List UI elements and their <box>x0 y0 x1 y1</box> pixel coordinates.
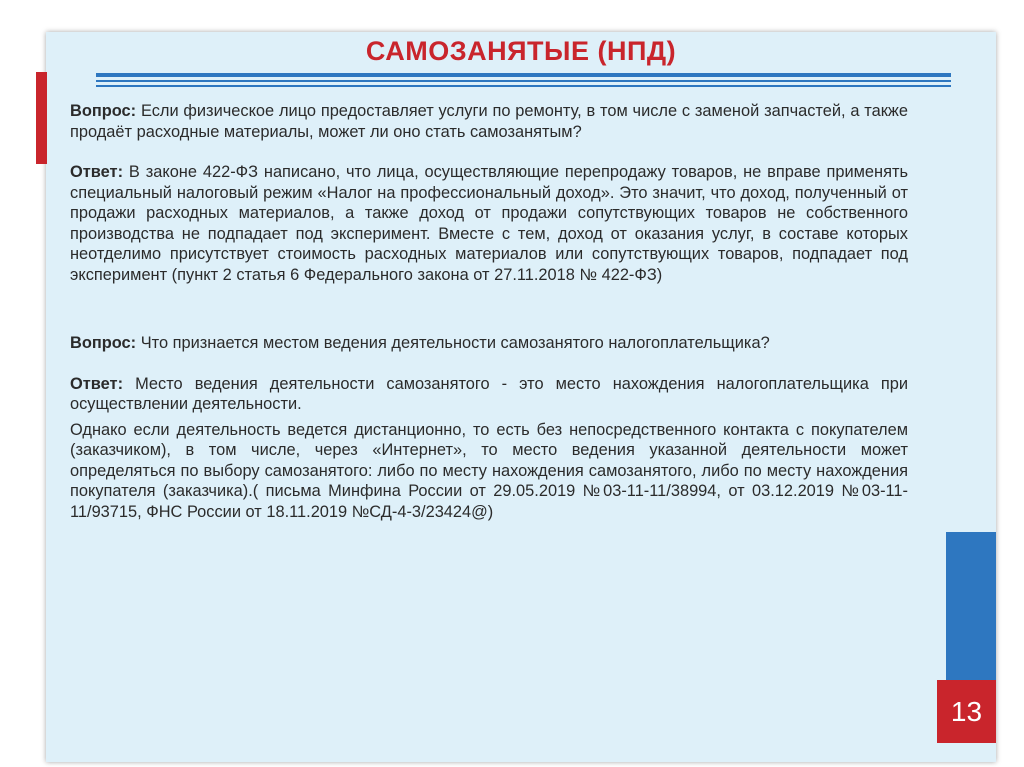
question-label: Вопрос: <box>70 334 137 352</box>
question-2 <box>70 333 908 354</box>
answer-1 <box>70 162 908 285</box>
question-text: Если физическое лицо предоставляет услуги по ремонту, в том числе с заменой запчастей, а также продаёт расходные материалы, может ли оно стать самозанятым? <box>70 102 908 141</box>
slide-body <box>70 101 908 522</box>
answer-2 <box>70 374 908 415</box>
blue-side-bar <box>946 532 996 680</box>
answer-text: Место ведения деятельности самозанятого - это место нахождения налогоплательщика при осуществлении деятельности. <box>70 374 908 413</box>
slide-title: САМОЗАНЯТЫЕ (НПД) <box>365 36 677 66</box>
title-underline <box>96 80 951 82</box>
red-accent-bar <box>36 72 47 164</box>
answer-text: В законе 422-ФЗ написано, что лица, осуществляющие перепродажу товаров, не вправе применять специальный налоговый режим «Налог на профессиональный доход». Это значит, что доход, полученный от продажи расходных материалов, а также доход от продажи сопутствующих товаров не собственного производства не подпадает под эксперимент. Вместе с тем, доход от оказания услуг, в составе которых неотделимо присутствует стоимость расходных материалов или сопутствующих товаров, подпадает под эксперимент (пункт 2 статья 6 Федерального закона от 27.11.2018 № 422-ФЗ) <box>70 163 908 284</box>
answer-label: Ответ: <box>70 163 124 181</box>
question-text: Что признается местом ведения деятельности самозанятого налогоплательщика? <box>136 334 770 352</box>
title-underline <box>96 73 951 77</box>
title-underline <box>96 85 951 87</box>
answer-2-continuation: Однако если деятельность ведется дистанционно, то есть без непосредственного контакта с покупателем (заказчиком), в том числе, через «Интернет», то место ведения указанной деятельности может определяться по выбору самозанятого: либо по месту нахождения самозанятого, либо по месту нахождения покупателя (заказчика).( письма Минфина России от 29.05.2019 №03-11-11/38994, от 03.12.2019 №03-11-11/93715, ФНС России от 18.11.2019 №СД-4-3/23424@) <box>70 420 908 521</box>
page-number: 13 <box>937 680 996 743</box>
question-label: Вопрос: <box>70 102 137 120</box>
question-1 <box>70 101 908 142</box>
answer-label: Ответ: <box>70 374 124 393</box>
